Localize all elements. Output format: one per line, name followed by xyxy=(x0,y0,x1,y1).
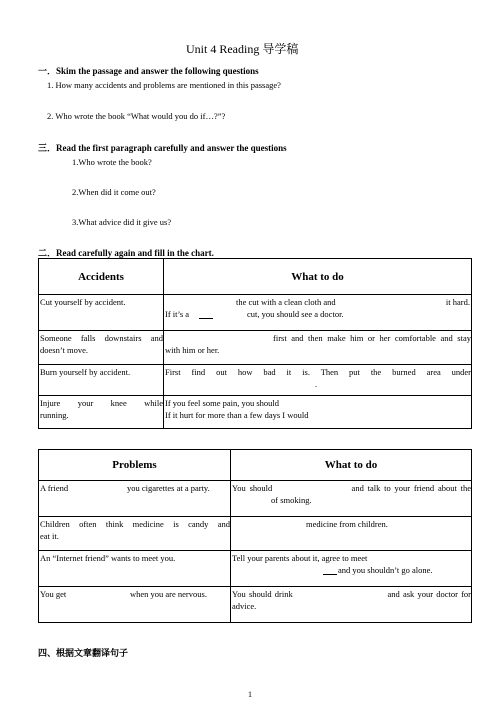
problem-text: eat it. xyxy=(40,531,59,541)
accident-cell xyxy=(39,331,164,365)
section-3-heading: 三．Read the first paragraph carefully and answer the questions xyxy=(38,143,287,153)
advice-cell xyxy=(164,331,472,365)
advice-text: If you feel some pain, you should xyxy=(165,398,280,408)
problem-text: Children often think medicine is candy and xyxy=(40,519,230,529)
section-1-question-1: 1. How many accidents and problems are mentioned in this passage? xyxy=(47,80,281,90)
accidents-header: Accidents xyxy=(39,259,164,295)
table-row xyxy=(39,551,472,587)
problem-text: A friend xyxy=(40,483,69,493)
advice-text: it hard. xyxy=(445,297,470,307)
table-row xyxy=(39,587,472,623)
advice-text: cut, you should see a doctor. xyxy=(247,309,344,319)
problem-text: You get xyxy=(40,589,67,599)
accident-cell: Cut yourself by accident. xyxy=(39,295,164,331)
page-number: 1 xyxy=(248,690,252,699)
accident-cell xyxy=(39,396,164,429)
accident-text: Injure your knee while xyxy=(40,398,163,408)
advice-text: first and then make him or her comfortable and stay xyxy=(273,333,471,343)
problems-table xyxy=(38,449,472,623)
section-3-question-1: 1.Who wrote the book? xyxy=(72,157,152,167)
section-4-heading: 四、根据文章翻译句子 xyxy=(38,648,129,658)
advice-text: of smoking. xyxy=(271,495,312,505)
advice-cell xyxy=(231,587,472,623)
section-3-question-2: 2.When did it come out? xyxy=(72,187,156,197)
table-row xyxy=(39,517,472,551)
problem-cell xyxy=(39,587,231,623)
section-1-heading: 一．Skim the passage and answer the following questions xyxy=(38,66,259,76)
what-to-do-header: What to do xyxy=(231,450,472,481)
problem-cell xyxy=(39,481,231,517)
problem-text: you cigarettes at a party. xyxy=(127,483,210,493)
table-row xyxy=(39,396,472,429)
advice-text: medicine from children. xyxy=(306,519,388,529)
accident-text: Someone falls downstairs and xyxy=(40,333,163,343)
advice-cell xyxy=(231,481,472,517)
advice-text: . xyxy=(315,379,318,389)
advice-cell xyxy=(231,517,472,551)
section-3-question-3: 3.What advice did it give us? xyxy=(72,217,172,227)
advice-text: advice. xyxy=(232,601,257,611)
table-row xyxy=(39,295,472,331)
blank-line xyxy=(199,309,213,319)
page-title: Unit 4 Reading 导学稿 xyxy=(186,42,299,56)
table-row xyxy=(39,481,472,517)
what-to-do-header: What to do xyxy=(164,259,472,295)
section-2-heading: 二．Read carefully again and fill in the chart. xyxy=(38,248,214,258)
blank-line xyxy=(323,565,337,575)
advice-text: and you shouldn’t go alone. xyxy=(338,565,433,575)
accident-text: running. xyxy=(40,410,69,420)
advice-cell xyxy=(164,295,472,331)
advice-cell xyxy=(164,365,472,396)
problems-header: Problems xyxy=(39,450,231,481)
advice-text: If it hurt for more than a few days I would xyxy=(165,410,309,420)
problem-cell xyxy=(39,517,231,551)
problem-cell: An “Internet friend” wants to meet you. xyxy=(39,551,231,587)
table-row xyxy=(39,365,472,396)
table-row xyxy=(39,331,472,365)
advice-text: the cut with a clean cloth and xyxy=(236,297,336,307)
advice-text: Tell your parents about it, agree to meet xyxy=(232,553,368,563)
advice-text: with him or her. xyxy=(165,345,220,355)
accident-text: doesn’t move. xyxy=(40,345,89,355)
advice-text: You should drink and ask your doctor for xyxy=(232,589,471,599)
accidents-table xyxy=(38,258,472,429)
advice-text: If it’s a xyxy=(165,309,190,319)
accident-cell: Burn yourself by accident. xyxy=(39,365,164,396)
advice-text: First find out how bad it is. Then put the burned area under xyxy=(165,367,471,377)
section-1-question-2: 2. Who wrote the book “What would you do if…?”? xyxy=(47,111,226,121)
advice-text: You should and talk to your friend about the xyxy=(232,483,471,493)
problem-text: when you are nervous. xyxy=(130,589,207,599)
advice-cell xyxy=(164,396,472,429)
advice-cell xyxy=(231,551,472,587)
